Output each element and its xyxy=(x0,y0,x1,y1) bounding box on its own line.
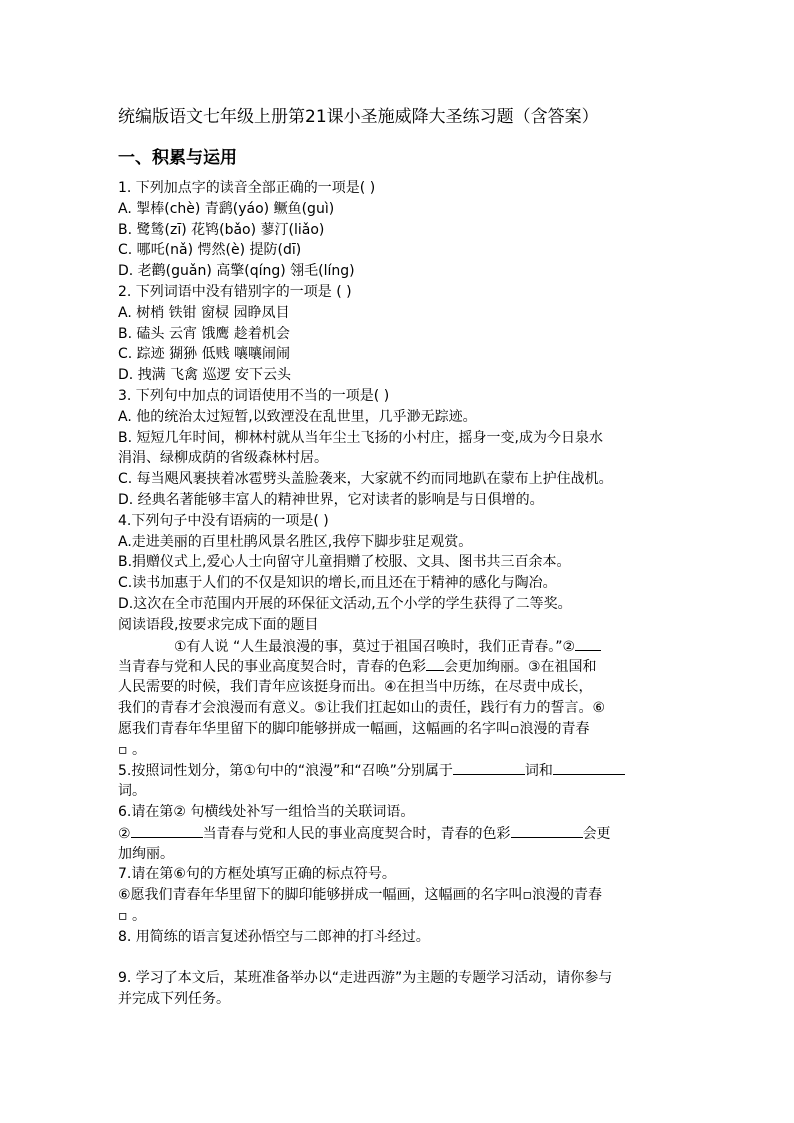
answer-blank xyxy=(453,760,525,775)
question-6: 6.请在第② 句横线处补写一组恰当的关联词语。 xyxy=(118,803,415,820)
option-line: A. 树梢 铁钳 窗棂 园睁凤目 xyxy=(118,304,290,321)
question-5: 5.按照词性划分，第①句中的“浪漫”和“召唤”分别属于 词和 xyxy=(118,760,678,781)
option-line: C. 每当飓风裹挟着冰雹劈头盖脸袭来，大家就不约而同地趴在蒙布上护住战机。 xyxy=(118,471,613,488)
answer-blank xyxy=(511,823,583,838)
question-7: 7.请在第⑥句的方框处填写正确的标点符号。 xyxy=(118,866,396,883)
question-8: 8. 用简练的语言复述孙悟空与二郎神的打斗经过。 xyxy=(118,928,430,945)
document-body xyxy=(118,178,678,1010)
option-line: B. 鹭鸶(zī) 花鸨(bǎo) 蓼汀(liǎo) xyxy=(118,221,325,238)
section-heading: 一、积累与运用 xyxy=(118,148,237,168)
answer-blank xyxy=(575,636,601,651)
passage-line: 我们的青春才会浪漫而有意义。⑤让我们扛起如山的责任，践行有力的誓言。⑥ xyxy=(118,699,606,716)
option-line: B.捐赠仪式上,爱心人士向留守儿童捐赠了校服、文具、图书共三百余本。 xyxy=(118,554,571,571)
option-line: B. 磕头 云宵 饿鹰 趁着机会 xyxy=(118,325,290,342)
reading-instruction: 阅读语段,按要求完成下面的题目 xyxy=(118,616,319,633)
document-title: 统编版语文七年级上册第21课小圣施威降大圣练习题（含答案） xyxy=(118,107,599,127)
question-1: 1. 下列加点字的读音全部正确的一项是( ) xyxy=(118,180,376,196)
question-7-cont: ▫ 。 xyxy=(118,907,146,924)
question-4: 4.下列句子中没有语病的一项是( ) xyxy=(118,512,329,529)
option-line: C. 哪吒(nǎ) 愕然(è) 提防(dī) xyxy=(118,242,302,259)
option-line: A.走进美丽的百里杜鹃风景名胜区,我停下脚步驻足观赏。 xyxy=(118,533,473,550)
option-line: A. 掣棒(chè) 青鹞(yáo) 鳜鱼(guì) xyxy=(118,200,335,217)
question-5-cont: 词。 xyxy=(118,783,146,800)
option-line: B. 短短几年时间，柳林村就从当年尘土飞扬的小村庄，摇身一变,成为今日泉水 xyxy=(118,429,603,446)
question-6-line: ② 当青春与党和人民的事业高度契合时，青春的色彩 会更 xyxy=(118,823,678,844)
question-9: 9. 学习了本文后，某班准备举办以“走进西游”为主题的专题学习活动，请你参与 xyxy=(118,970,613,987)
passage-line: 当青春与党和人民的事业高度契合时，青春的色彩 会更加绚丽。③在祖国和 xyxy=(118,656,678,677)
passage-line: ▫ 。 xyxy=(118,741,146,758)
option-line: D. 经典名著能够丰富人的精神世界，它对读者的影响是与日俱增的。 xyxy=(118,491,544,508)
spacer xyxy=(118,947,678,968)
option-line: 涓涓、绿柳成荫的省级森林村居。 xyxy=(118,450,328,467)
question-7-line: ⑥愿我们青春年华里留下的脚印能够拼成一幅画，这幅画的名字叫▫浪漫的青春 xyxy=(118,887,603,904)
option-line: D. 老鹳(guǎn) 高擎(qíng) 翎毛(líng) xyxy=(118,263,355,280)
passage-line: ①有人说 “人生最浪漫的事，莫过于祖国召唤时，我们正青春。”② xyxy=(118,636,678,657)
answer-blank xyxy=(426,656,444,671)
option-line: C.读书加惠于人们的不仅是知识的增长,而且还在于精神的感化与陶冶。 xyxy=(118,575,557,592)
question-9-cont: 并完成下列任务。 xyxy=(118,991,230,1008)
option-line: C. 踪迹 猢狲 低贱 嚷嚷闹闹 xyxy=(118,346,291,363)
answer-blank xyxy=(131,823,203,838)
question-6-cont: 加绚丽。 xyxy=(118,845,174,862)
passage-line: 人民需要的时候，我们青年应该挺身而出。④在担当中历练，在尽责中成长， xyxy=(118,679,593,696)
question-3: 3. 下列句中加点的词语使用不当的一项是( ) xyxy=(118,387,390,404)
answer-blank xyxy=(553,760,625,775)
question-2: 2. 下列词语中没有错别字的一项是 ( ) xyxy=(118,283,352,300)
option-line: D. 拽满 飞禽 巡逻 安下云头 xyxy=(118,367,292,384)
passage-line: 愿我们青春年华里留下的脚印能够拼成一幅画，这幅画的名字叫▫浪漫的青春 xyxy=(118,720,590,737)
option-line: D.这次在全市范围内开展的环保征文活动,五个小学的学生获得了二等奖。 xyxy=(118,595,572,612)
option-line: A. 他的统治太过短暂,以致湮没在乱世里，几乎渺无踪迹。 xyxy=(118,408,477,425)
